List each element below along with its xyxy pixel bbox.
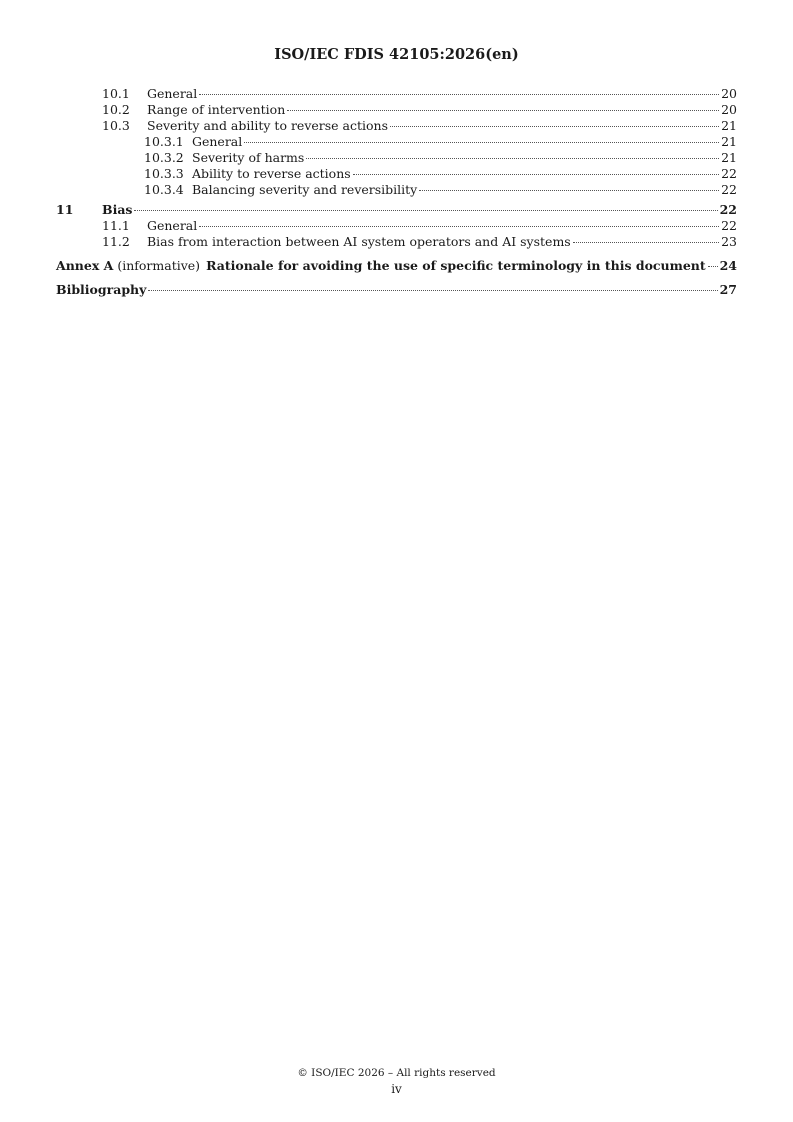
toc-leader — [148, 289, 717, 291]
toc-entry-number: 10.1 — [102, 86, 130, 101]
toc-entry-title: Ability to reverse actions — [192, 166, 351, 181]
toc-entry-title: Bibliography — [56, 282, 147, 297]
toc-entry-number: 11 — [56, 202, 74, 217]
toc-entry-number: 10.3.4 — [144, 182, 184, 197]
toc-entry-11-2[interactable] — [56, 234, 737, 250]
toc-entry-number: 10.2 — [102, 102, 130, 117]
toc-leader — [199, 93, 719, 95]
toc-entry-number: 11.1 — [102, 218, 130, 233]
toc-leader — [306, 157, 719, 159]
toc-entry-number: 10.3.3 — [144, 166, 184, 181]
toc-entry-page: 20 — [721, 102, 737, 117]
annex-informative-label: (informative) — [117, 258, 201, 273]
page-footer — [0, 1066, 793, 1096]
toc-entry-bibliography[interactable] — [56, 282, 737, 298]
toc-entry-title: General — [147, 218, 198, 233]
toc-leader — [390, 125, 719, 127]
toc-entry-10-3-2[interactable] — [56, 150, 737, 166]
toc-leader — [573, 241, 719, 243]
toc-entry-title: General — [147, 86, 198, 101]
page-number: iv — [391, 1082, 402, 1096]
copyright-notice: © ISO/IEC 2026 – All rights reserved — [297, 1067, 496, 1079]
toc-leader — [708, 265, 718, 267]
toc-entry-title: Bias — [102, 202, 133, 217]
toc-entry-11-1[interactable] — [56, 218, 737, 234]
toc-entry-page: 22 — [721, 182, 737, 197]
toc-entry-10-2[interactable] — [56, 102, 737, 118]
toc-entry-page: 22 — [721, 218, 737, 233]
toc-leader — [134, 209, 717, 211]
toc-entry-annex-a[interactable] — [56, 258, 737, 274]
toc-entry-10-3-1[interactable] — [56, 134, 737, 150]
table-of-contents — [56, 86, 737, 298]
toc-entry-page: 21 — [721, 134, 737, 149]
toc-entry-10-3-3[interactable] — [56, 166, 737, 182]
toc-entry-page: 22 — [721, 166, 737, 181]
toc-leader — [287, 109, 719, 111]
toc-entry-page: 27 — [719, 282, 737, 297]
annex-prefix: Annex A — [56, 258, 114, 273]
toc-entry-10-1[interactable] — [56, 86, 737, 102]
toc-leader — [244, 141, 719, 143]
toc-entry-title: General — [192, 134, 243, 149]
toc-leader — [353, 173, 719, 175]
toc-entry-title: Balancing severity and reversibility — [192, 182, 418, 197]
toc-entry-page: 24 — [719, 258, 737, 273]
toc-entry-10-3[interactable] — [56, 118, 737, 134]
toc-entry-11[interactable] — [56, 202, 737, 218]
toc-entry-number: 11.2 — [102, 234, 130, 249]
toc-entry-page: 22 — [719, 202, 737, 217]
toc-entry-title: Range of intervention — [147, 102, 286, 117]
toc-entry-page: 21 — [721, 118, 737, 133]
toc-entry-number: 10.3 — [102, 118, 130, 133]
toc-leader — [419, 189, 719, 191]
document-header: ISO/IEC FDIS 42105:2026(en) — [274, 46, 519, 63]
toc-entry-10-3-4[interactable] — [56, 182, 737, 198]
toc-entry-title: Bias from interaction between AI system operators and AI systems — [147, 234, 571, 249]
toc-entry-title: Severity and ability to reverse actions — [147, 118, 389, 133]
toc-entry-title: Rationale for avoiding the use of specific terminology in this document — [206, 258, 706, 273]
toc-entry-number: 10.3.2 — [144, 150, 184, 165]
toc-entry-title: Severity of harms — [192, 150, 305, 165]
toc-entry-page: 21 — [721, 150, 737, 165]
toc-entry-page: 20 — [721, 86, 737, 101]
toc-entry-page: 23 — [721, 234, 737, 249]
toc-entry-number: 10.3.1 — [144, 134, 184, 149]
toc-leader — [199, 225, 719, 227]
